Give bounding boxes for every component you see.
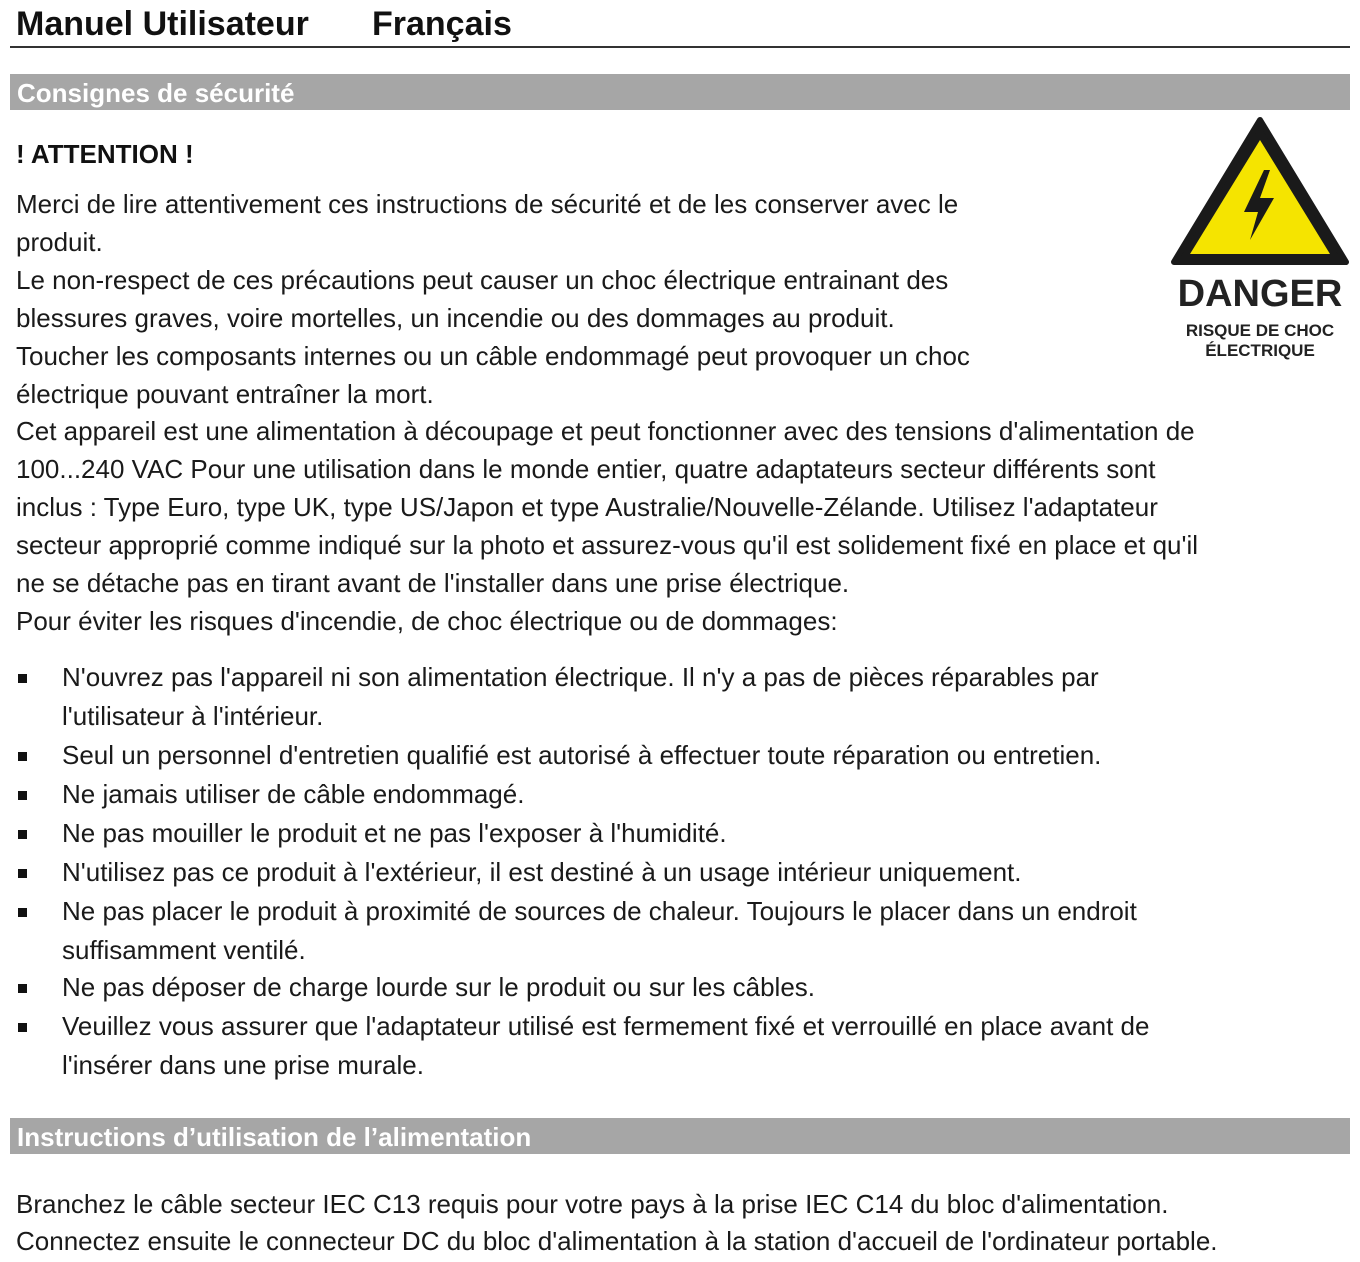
section-header-usage xyxy=(10,1118,1350,1154)
safety-text-line: Pour éviter les risques d'incendie, de choc électrique ou de dommages: xyxy=(16,606,838,636)
safety-text-line: produit. xyxy=(16,227,103,257)
bullet-square-icon xyxy=(18,1023,27,1032)
attention-heading: ! ATTENTION ! xyxy=(16,139,194,169)
usage-text-line: Branchez le câble secteur IEC C13 requis pour votre pays à la prise IEC C14 du bloc d'alimentation. xyxy=(16,1189,1169,1219)
list-item: Ne pas placer le produit à proximité de sources de chaleur. Toujours le placer dans un endroit suffisamment ventilé. xyxy=(62,896,1137,965)
bullet-square-icon xyxy=(18,984,27,993)
list-item: N'utilisez pas ce produit à l'extérieur, il est destiné à un usage intérieur uniquement. xyxy=(62,857,1022,887)
section-title-usage: Instructions d’utilisation de l’alimentation xyxy=(17,1122,532,1152)
bullet-square-icon xyxy=(18,908,27,917)
bullet-square-icon xyxy=(18,791,27,800)
document-title: Manuel Utilisateur xyxy=(16,5,309,43)
section-title-safety: Consignes de sécurité xyxy=(17,78,295,108)
safety-text-line: Merci de lire attentivement ces instructions de sécurité et de les conserver avec le xyxy=(16,189,959,219)
danger-subline-2: ÉLECTRIQUE xyxy=(1205,341,1315,360)
section-header-safety xyxy=(10,74,1350,110)
list-item: N'ouvrez pas l'appareil ni son alimentation électrique. Il n'y a pas de pièces réparables par l'utilisateur à l'intérieur. xyxy=(62,662,1099,731)
safety-text-line: inclus : Type Euro, type UK, type US/Japon et type Australie/Nouvelle-Zélande. Utilisez l'adaptateur xyxy=(16,492,1158,522)
safety-text-line: Cet appareil est une alimentation à découpage et peut fonctionner avec des tensions d'alimentation de xyxy=(16,416,1195,446)
danger-subline-1: RISQUE DE CHOC xyxy=(1185,321,1335,340)
document-language: Français xyxy=(372,5,512,43)
danger-heading: DANGER xyxy=(1177,273,1343,315)
list-item: Veuillez vous assurer que l'adaptateur utilisé est fermement fixé et verrouillé en place avant de l'insérer dans une prise murale. xyxy=(62,1011,1150,1080)
safety-text-line: Le non-respect de ces précautions peut causer un choc électrique entrainant des xyxy=(16,265,949,295)
safety-text-line: électrique pouvant entraîner la mort. xyxy=(16,379,434,409)
bullet-square-icon xyxy=(18,830,27,839)
usage-text-line: Connectez ensuite le connecteur DC du bloc d'alimentation à la station d'accueil de l'ordinateur portable. xyxy=(16,1226,1218,1256)
safety-text-line: Toucher les composants internes ou un câble endommagé peut provoquer un choc xyxy=(16,341,970,371)
list-item: Seul un personnel d'entretien qualifié est autorisé à effectuer toute réparation ou entretien. xyxy=(62,740,1102,770)
list-item: Ne pas mouiller le produit et ne pas l'exposer à l'humidité. xyxy=(62,818,727,848)
danger-sign xyxy=(1170,114,1350,370)
safety-text-line: 100...240 VAC Pour une utilisation dans le monde entier, quatre adaptateurs secteur différents sont xyxy=(16,454,1156,484)
list-item: Ne jamais utiliser de câble endommagé. xyxy=(62,779,525,809)
safety-text-line: secteur approprié comme indiqué sur la photo et assurez-vous qu'il est solidement fixé en place et qu'il xyxy=(16,530,1199,560)
safety-text-line: blessures graves, voire mortelles, un incendie ou des dommages au produit. xyxy=(16,303,895,333)
document-header xyxy=(10,0,1350,48)
bullet-square-icon xyxy=(18,674,27,683)
bullet-square-icon xyxy=(18,869,27,878)
safety-text-line: ne se détache pas en tirant avant de l'installer dans une prise électrique. xyxy=(16,568,850,598)
list-item: Ne pas déposer de charge lourde sur le produit ou sur les câbles. xyxy=(62,972,815,1002)
bullet-square-icon xyxy=(18,752,27,761)
